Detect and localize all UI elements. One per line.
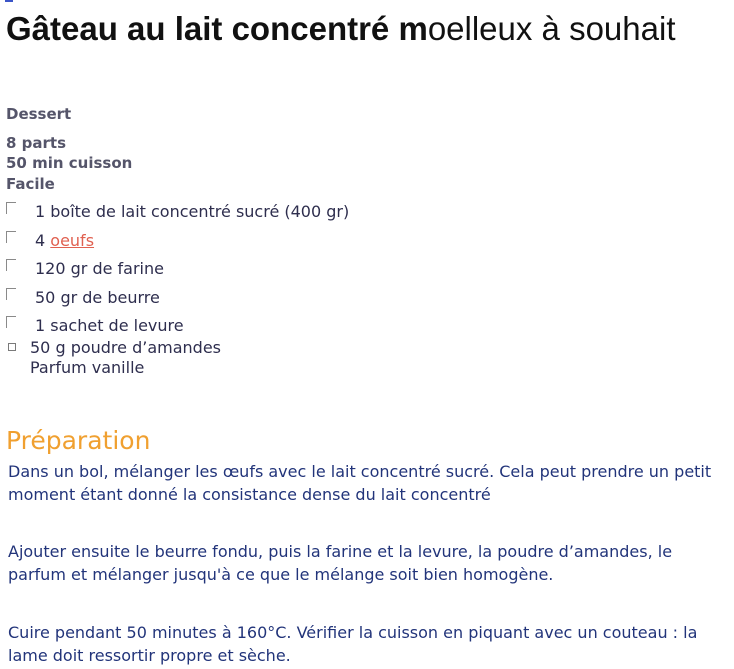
ingredient-item — [6, 200, 349, 222]
recipe-difficulty: Facile — [6, 175, 55, 193]
preparation-step: Ajouter ensuite le beurre fondu, puis la farine et la levure, la poudre d’amandes, le parfum et mélanger jusqu'à ce que le mélange soit bien homogène. — [8, 542, 673, 584]
ingredient-label: 120 gr de farine — [35, 258, 164, 278]
ingredient-label: 1 sachet de levure — [35, 315, 184, 335]
recipe-category: Dessert — [6, 105, 72, 123]
ingredient-checkbox[interactable] — [6, 259, 16, 271]
corner-mark — [5, 0, 13, 2]
ingredient-item — [6, 286, 160, 308]
ingredient-item — [6, 257, 164, 279]
ingredient-checkbox[interactable] — [6, 202, 16, 214]
oeufs-link[interactable]: oeufs — [50, 230, 95, 250]
ingredient-label: 50 gr de beurre — [35, 287, 160, 307]
ingredient-checkbox[interactable] — [8, 343, 16, 351]
ingredient-item — [6, 314, 184, 336]
preparation-step: Dans un bol, mélanger les œufs avec le lait concentré sucré. Cela peut prendre un petit moment étant donné la consistance dense du lait concentré — [8, 462, 712, 504]
ingredient-item — [6, 336, 221, 358]
recipe-title-rest: oelleux à souhait — [427, 10, 676, 47]
ingredient-checkbox[interactable] — [6, 288, 16, 300]
ingredient-checkbox[interactable] — [6, 231, 16, 243]
recipe-title-bold: Gâteau au lait concentré m — [6, 10, 428, 47]
ingredient-checkbox[interactable] — [6, 316, 16, 328]
ingredient-item — [6, 229, 94, 251]
ingredient-label: 1 boîte de lait concentré sucré (400 gr) — [35, 201, 350, 221]
recipe-servings: 8 parts — [6, 134, 67, 152]
ingredient-label: 50 g poudre d’amandes — [30, 337, 221, 357]
ingredient-label — [35, 231, 94, 250]
preparation-heading: Préparation — [6, 426, 151, 455]
recipe-title — [6, 6, 726, 52]
ingredient-extra: Parfum vanille — [30, 358, 145, 377]
preparation-step: Cuire pendant 50 minutes à 160°C. Vérifier la cuisson en piquant avec un couteau : la lame doit ressortir propre et sèche. — [8, 623, 698, 665]
ingredient-qty: 4 — [35, 230, 46, 250]
recipe-cook-time: 50 min cuisson — [6, 154, 133, 172]
